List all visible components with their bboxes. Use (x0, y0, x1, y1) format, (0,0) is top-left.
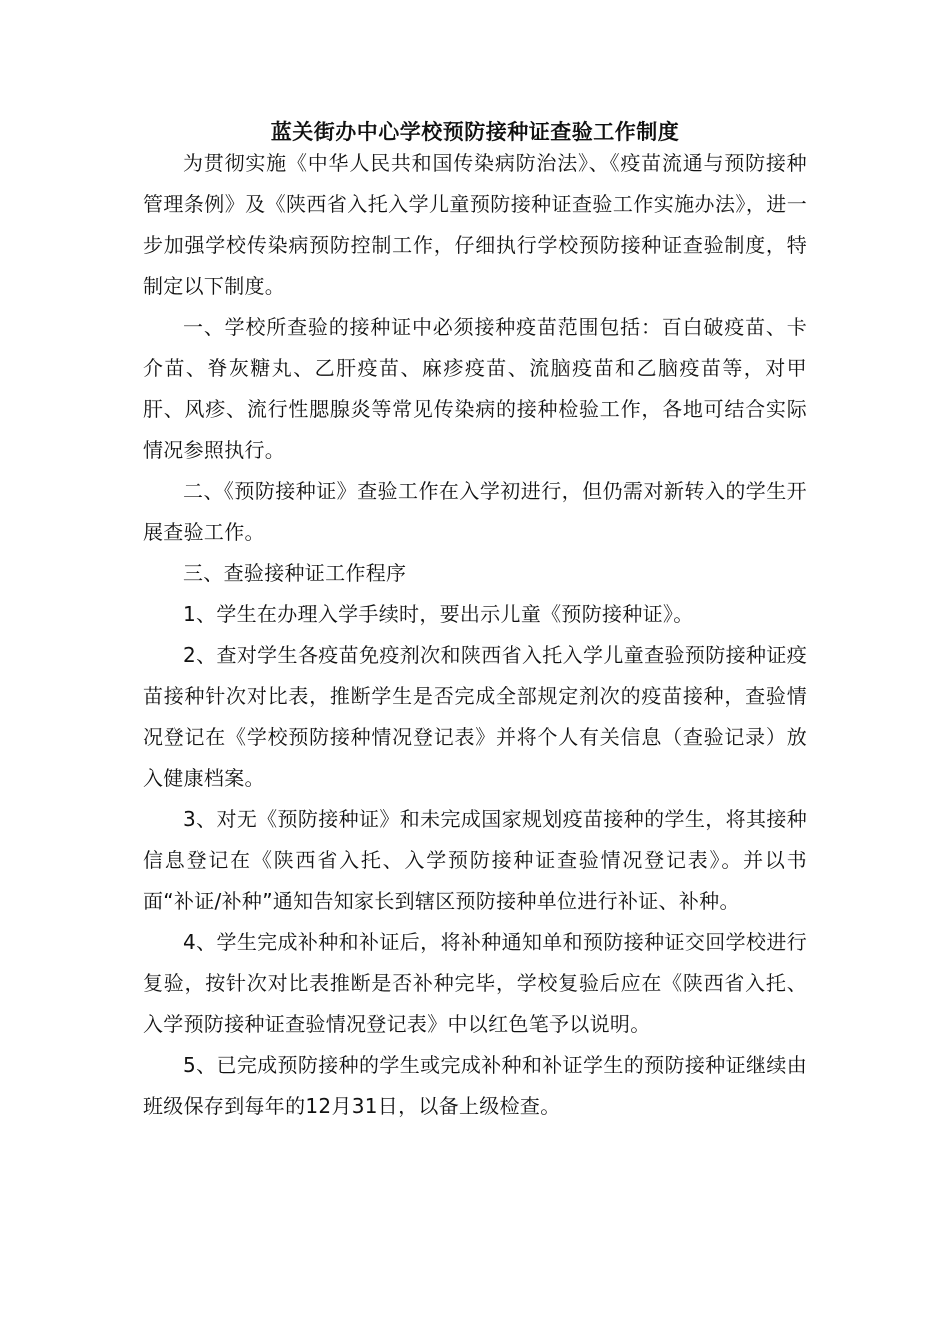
paragraph-step-5: 5、已完成预防接种的学生或完成补种和补证学生的预防接种证继续由班级保存到每年的12月31日，以备上级检查。 (143, 1053, 807, 1118)
paragraph-vaccine-scope: 一、学校所查验的接种证中必须接种疫苗范围包括：百白破疫苗、卡介苗、脊灰糖丸、乙肝疫苗、麻疹疫苗、流脑疫苗和乙脑疫苗等，对甲肝、风疹、流行性腮腺炎等常见传染病的接种检验工作，各地可结合实际情况参照执行。 (143, 315, 807, 462)
document-title: 蓝关街办中心学校预防接种证查验工作制度 (270, 120, 680, 144)
paragraph-intro: 为贯彻实施《中华人民共和国传染病防治法》、《疫苗流通与预防接种管理条例》及《陕西省入托入学儿童预防接种证查验工作实施办法》，进一步加强学校传染病预防控制工作，仔细执行学校预防接种证查验制度，特制定以下制度。 (143, 151, 807, 298)
paragraph-step-3: 3、对无《预防接种证》和未完成国家规划疫苗接种的学生，将其接种信息登记在《陕西省入托、入学预防接种证查验情况登记表》。并以书面“补证/补种”通知告知家长到辖区预防接种单位进行补证、补种。 (143, 807, 807, 913)
paragraph-step-1: 1、学生在办理入学手续时，要出示儿童《预防接种证》。 (183, 602, 694, 626)
paragraph-check-timing: 二、《预防接种证》查验工作在入学初进行，但仍需对新转入的学生开展查验工作。 (143, 479, 807, 544)
paragraph-step-2: 2、查对学生各疫苗免疫剂次和陕西省入托入学儿童查验预防接种证疫苗接种针次对比表，推断学生是否完成全部规定剂次的疫苗接种，查验情况登记在《学校预防接种情况登记表》并将个人有关信息（查验记录）放入健康档案。 (143, 643, 807, 790)
paragraph-step-4: 4、学生完成补种和补证后，将补种通知单和预防接种证交回学校进行复验，按针次对比表推断是否补种完毕，学校复验后应在《陕西省入托、入学预防接种证查验情况登记表》中以红色笔予以说明。 (143, 930, 807, 1036)
paragraph-procedure-heading: 三、查验接种证工作程序 (183, 561, 407, 585)
document-body (143, 143, 807, 1127)
